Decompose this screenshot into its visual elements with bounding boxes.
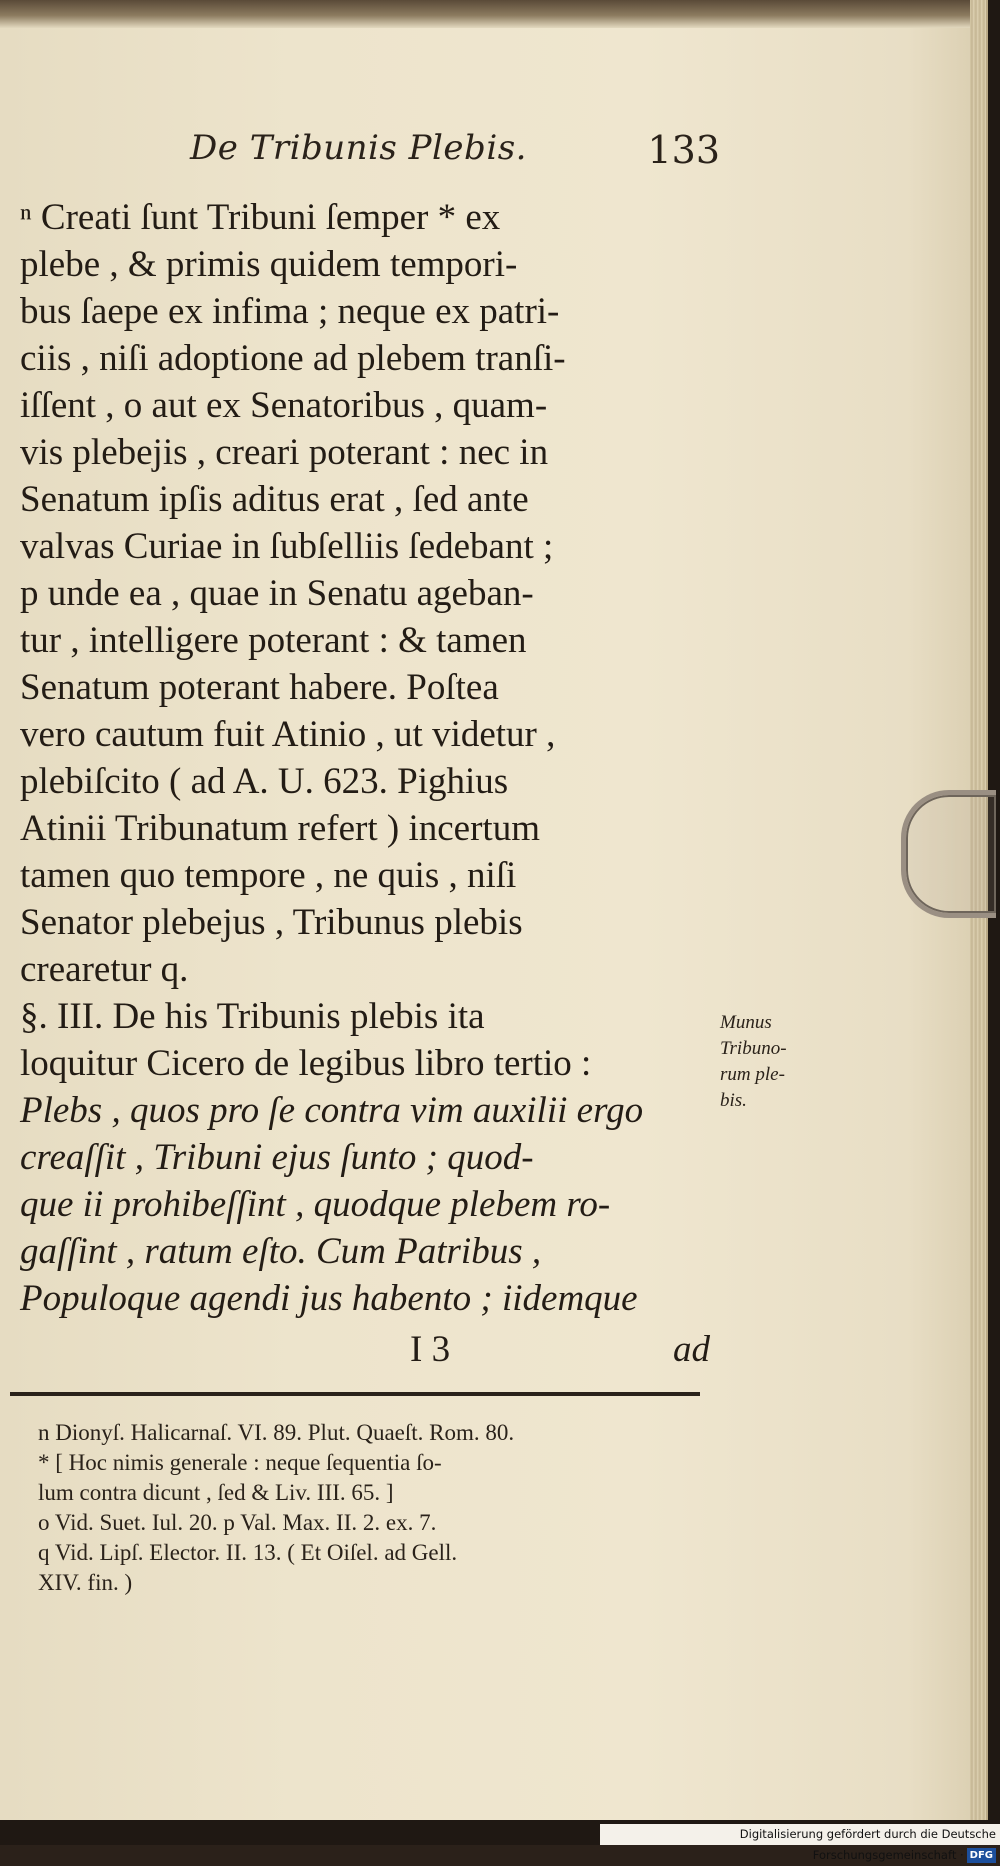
page-clip (901, 790, 996, 918)
footnote-rule (10, 1392, 700, 1396)
text-line: Atinii Tribunatum refert ) incertum (20, 808, 540, 849)
footnotes (38, 1418, 708, 1598)
footnote-line: o Vid. Suet. Iul. 20. p Val. Max. II. 2. ex. 7. (38, 1510, 437, 1535)
margin-note-line: bis. (720, 1090, 747, 1111)
footnote-line: q Vid. Lipſ. Elector. II. 13. ( Et Oiſel. ad Gell. (38, 1540, 458, 1565)
text-line: bus ſaepe ex infima ; neque ex patri- (20, 291, 560, 332)
margin-note-line: Tribuno- (720, 1038, 787, 1059)
page-top-shadow (0, 0, 986, 28)
quotation-line: que ii prohibeſſint , quodque plebem ro- (20, 1184, 611, 1225)
text-line: tur , intelligere poterant : & tamen (20, 620, 527, 661)
running-title: De Tribunis Plebis. (190, 128, 527, 168)
digitization-credit (600, 1824, 1000, 1862)
text-line: ⁿ Creati ſunt Tribuni ſemper * ex (20, 197, 501, 238)
dfg-logo-icon: DFG (967, 1848, 996, 1863)
quotation-line: creaſſit , Tribuni ejus ſunto ; quod- (20, 1137, 534, 1178)
catchline (20, 1328, 710, 1378)
margin-note-line: Munus (720, 1012, 772, 1033)
quotation-line: gaſſint , ratum eſto. Cum Patribus , (20, 1231, 542, 1272)
page-number: 133 (647, 128, 720, 172)
text-line: tamen quo tempore , ne quis , niſi (20, 855, 517, 896)
text-line: Senator plebejus , Tribunus plebis (20, 902, 523, 943)
footnote-line: n Dionyſ. Halicarnaſ. VI. 89. Plut. Quaeſt. Rom. 80. (38, 1420, 515, 1445)
text-line: loquitur Cicero de legibus libro tertio : (20, 1043, 592, 1084)
footnote-line: * [ Hoc nimis generale : neque ſequentia ſo- (38, 1450, 442, 1475)
footnote-line: lum contra dicunt , ſed & Liv. III. 65. ] (38, 1480, 394, 1505)
text-line: vero cautum fuit Atinio , ut videtur , (20, 714, 556, 755)
margin-note-line: rum ple- (720, 1064, 785, 1085)
text-line: valvas Curiae in ſubſelliis ſedebant ; (20, 526, 554, 567)
text-line: vis plebejis , creari poterant : nec in (20, 432, 549, 473)
catchword: ad (673, 1329, 710, 1370)
text-line: iſſent , o aut ex Senatoribus , quam- (20, 385, 548, 426)
margin-note (720, 1010, 830, 1114)
quotation-line: Populoque agendi jus habento ; iidemque (20, 1278, 638, 1319)
text-line: ciis , niſi adoptione ad plebem tranſi- (20, 338, 566, 379)
text-line: plebe , & primis quidem tempori- (20, 244, 518, 285)
text-line: p unde ea , quae in Senatu ageban- (20, 573, 534, 614)
main-text (20, 194, 710, 1322)
text-line: Senatum poterant habere. Poſtea (20, 667, 499, 708)
signature-mark: I 3 (410, 1329, 451, 1370)
text-line: plebiſcito ( ad A. U. 623. Pighius (20, 761, 509, 802)
quotation-line: Plebs , quos pro ſe contra vim auxilii ergo (20, 1090, 644, 1131)
text-line: Senatum ipſis aditus erat , ſed ante (20, 479, 529, 520)
page-header (190, 128, 720, 184)
credit-text: Digitalisierung gefördert durch die Deutsche Forschungsgemeinschaft · (739, 1827, 996, 1862)
footnote-line: XIV. fin. ) (38, 1570, 133, 1595)
section-heading-line: §. III. De his Tribunis plebis ita (20, 996, 485, 1037)
text-line: crearetur q. (20, 949, 189, 990)
